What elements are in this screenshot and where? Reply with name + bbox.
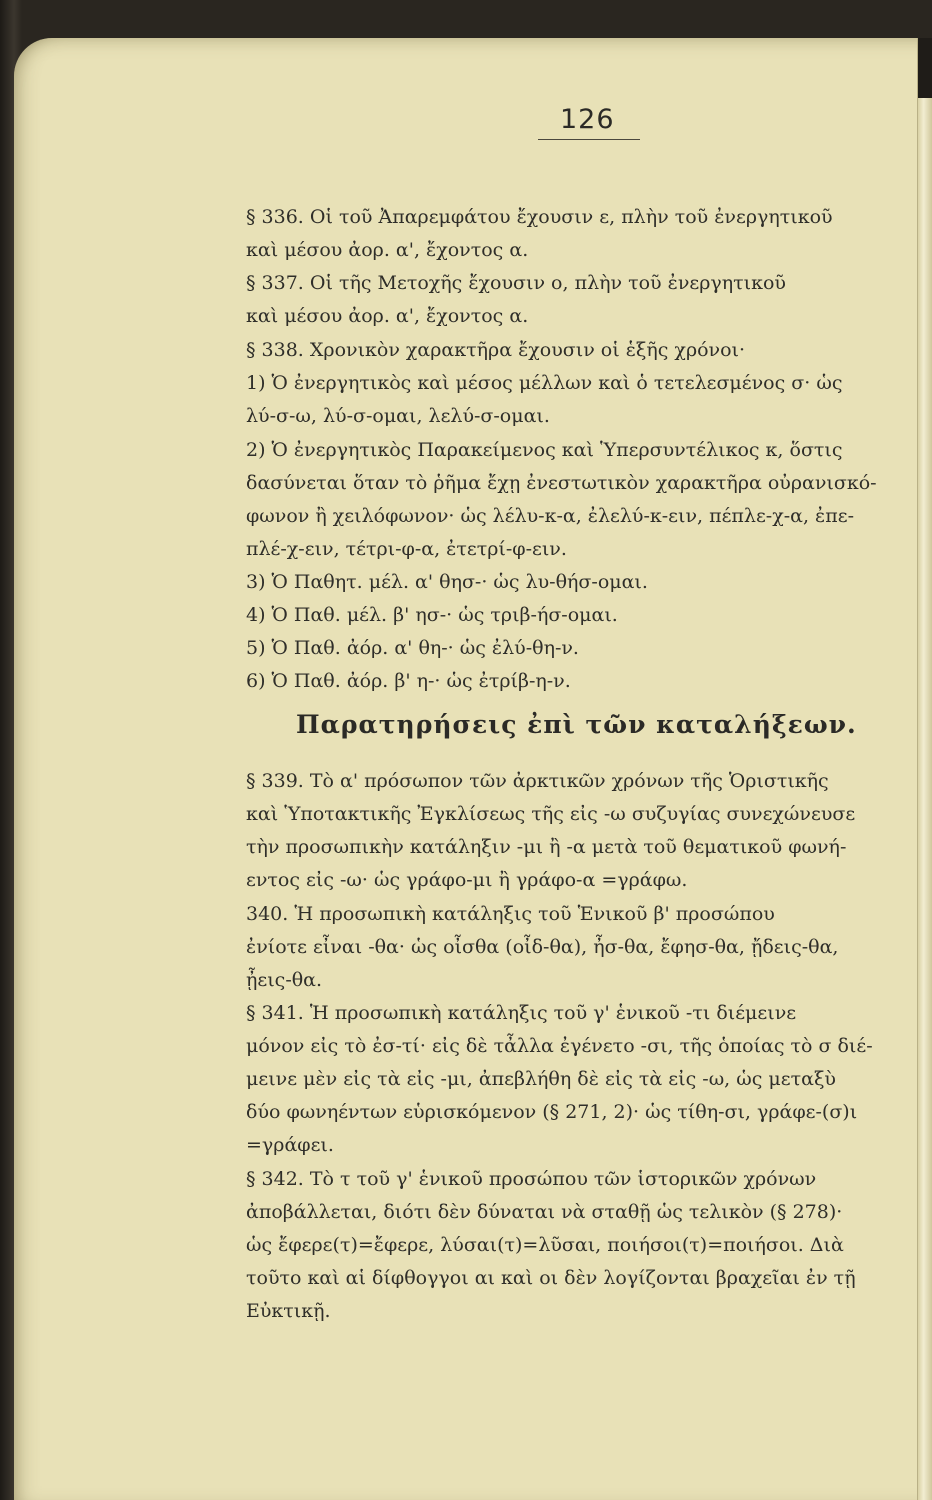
text-line: Εὐκτικῇ. (246, 1300, 331, 1322)
text-line: =γράφει. (246, 1134, 334, 1156)
text-line: § 339. Τὸ α' πρόσωπον τῶν ἀρκτικῶν χρόνων τῆς Ὁριστικῆς (246, 770, 829, 792)
text-line: ᾖεις-θα. (246, 969, 323, 991)
text-line: καὶ μέσου ἀορ. α', ἔχοντος α. (246, 239, 529, 261)
section-heading: Παρατηρήσεις ἐπὶ τῶν καταλήξεων. (296, 710, 857, 739)
text-line: § 336. Οἱ τοῦ Ἀπαρεμφάτου ἔχουσιν ε, πλὴν τοῦ ἐνεργητικοῦ (246, 206, 833, 228)
text-line: 340. Ἡ προσωπικὴ κατάληξις τοῦ Ἑνικοῦ β' προσώπου (246, 903, 775, 925)
page-number-rule (538, 139, 640, 140)
page-number: 126 (560, 104, 615, 135)
text-line: δύο φωνηέντων εὑρισκόμενον (§ 271, 2)· ὡς τίθη-σι, γράφε-(σ)ι (246, 1101, 858, 1123)
text-line: φωνον ἢ χειλόφωνον· ὡς λέλυ-κ-α, ἐλελύ-κ-ειν, πέπλε-χ-α, ἐπε- (246, 505, 854, 527)
text-line: μεινε μὲν εἰς τὰ εἰς -μι, ἀπεβλήθη δὲ εἰς τὰ εἰς -ω, ὡς μεταξὺ (246, 1068, 836, 1090)
text-line: ἀποβάλλεται, διότι δὲν δύναται νὰ σταθῇ ὡς τελικὸν (§ 278)· (246, 1201, 843, 1223)
text-line: καὶ μέσου ἀορ. α', ἔχοντος α. (246, 305, 529, 327)
text-line: τὴν προσωπικὴν κατάληξιν -μι ἢ -α μετὰ τοῦ θεματικοῦ φωνή- (246, 836, 847, 858)
text-line: 3) Ὁ Παθητ. μέλ. α' θησ-· ὡς λυ-θήσ-ομαι. (246, 571, 648, 593)
text-line: πλέ-χ-ειν, τέτρι-φ-α, ἐτετρί-φ-ειν. (246, 538, 567, 560)
text-line: ἐνίοτε εἶναι -θα· ὡς οἶσθα (οἶδ-θα), ἦσ-θα, ἔφησ-θα, ᾔδεις-θα, (246, 936, 839, 958)
text-line: 1) Ὁ ἐνεργητικὸς καὶ μέσος μέλλων καὶ ὁ τετελεσμένος σ· ὡς (246, 372, 843, 394)
text-line: § 341. Ἡ προσωπικὴ κατάληξις τοῦ γ' ἑνικοῦ -τι διέμεινε (246, 1002, 797, 1024)
text-line: § 342. Τὸ τ τοῦ γ' ἑνικοῦ προσώπου τῶν ἱστορικῶν χρόνων (246, 1168, 817, 1190)
text-line: καὶ Ὑποτακτικῆς Ἐγκλίσεως τῆς εἰς -ω συζυγίας συνεχώνευσε (246, 803, 856, 825)
text-line: 4) Ὁ Παθ. μέλ. β' ησ-· ὡς τριβ-ήσ-ομαι. (246, 604, 618, 626)
text-line: § 338. Χρονικὸν χαρακτῆρα ἔχουσιν οἱ ἑξῆς χρόνοι· (246, 339, 746, 361)
text-line: § 337. Οἱ τῆς Μετοχῆς ἔχουσιν ο, πλὴν τοῦ ἐνεργητικοῦ (246, 272, 786, 294)
text-line: 6) Ὁ Παθ. ἀόρ. β' η-· ὡς ἐτρίβ-η-ν. (246, 670, 571, 692)
text-line: δασύνεται ὅταν τὸ ῥῆμα ἔχῃ ἐνεστωτικὸν χαρακτῆρα οὐρανισκό- (246, 472, 877, 494)
text-line: λύ-σ-ω, λύ-σ-ομαι, λελύ-σ-ομαι. (246, 405, 550, 427)
text-line: εντος εἰς -ω· ὡς γράφο-μι ἢ γράφο-α =γράφω. (246, 869, 688, 891)
page-edge-shadow (918, 38, 932, 98)
text-line: 5) Ὁ Παθ. ἀόρ. α' θη-· ὡς ἐλύ-θη-ν. (246, 637, 579, 659)
text-line: ὡς ἔφερε(τ)=ἔφερε, λύσαι(τ)=λῦσαι, ποιήσοι(τ)=ποιήσοι. Διὰ (246, 1234, 844, 1256)
text-line: 2) Ὁ ἐνεργητικὸς Παρακείμενος καὶ Ὑπερσυντέλικος κ, ὅστις (246, 439, 843, 461)
text-line: τοῦτο καὶ αἱ δίφθογγοι αι καὶ οι δὲν λογίζονται βραχεῖαι ἐν τῇ (246, 1267, 856, 1289)
text-line: μόνον εἰς τὸ ἐσ-τί· εἰς δὲ τἆλλα ἐγένετο -σι, τῆς ὁποίας τὸ σ διέ- (246, 1035, 873, 1057)
page-edge (917, 38, 932, 1500)
